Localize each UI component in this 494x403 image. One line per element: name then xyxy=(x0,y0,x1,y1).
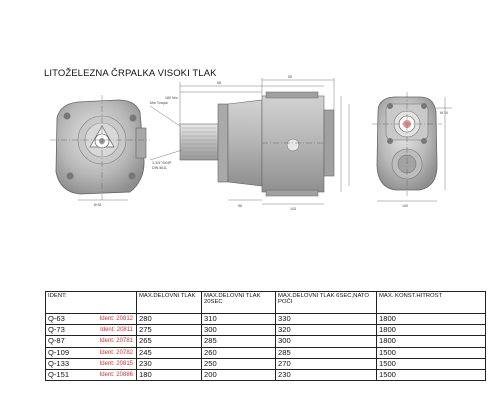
model-name: Q-133 xyxy=(48,358,70,368)
table-header-row xyxy=(46,292,486,314)
table-row xyxy=(46,369,486,380)
pressure-6sec-cell: 320 xyxy=(276,325,377,336)
svg-text:M 10: M 10 xyxy=(440,111,448,115)
pressure-cell: 265 xyxy=(137,336,202,347)
table-row xyxy=(46,347,486,358)
pressure-cell: 275 xyxy=(137,325,202,336)
pressure-20sec-cell: 310 xyxy=(202,314,276,325)
svg-text:DIN 5611: DIN 5611 xyxy=(152,166,167,170)
rear-view xyxy=(372,92,452,208)
pressure-cell: 245 xyxy=(137,347,202,358)
ident-code: Ident: 20812 xyxy=(99,316,133,322)
model-name: Q-109 xyxy=(48,347,70,357)
svg-text:55: 55 xyxy=(288,75,292,79)
svg-text:1-3/4" 6X4P: 1-3/4" 6X4P xyxy=(152,161,172,165)
header-ident: IDENT: xyxy=(46,292,137,314)
table-row xyxy=(46,336,486,347)
pressure-6sec-cell: 285 xyxy=(276,347,377,358)
pressure-20sec-cell: 250 xyxy=(202,358,276,369)
pressure-cell: 280 xyxy=(137,314,202,325)
pressure-6sec-cell: 330 xyxy=(276,314,377,325)
header-max-speed: MAX. KONST.HITROST xyxy=(377,292,486,314)
model-cell xyxy=(46,358,137,369)
speed-cell: 1800 xyxy=(377,325,486,336)
pressure-20sec-cell: 260 xyxy=(202,347,276,358)
model-name: Q-151 xyxy=(48,369,70,379)
pressure-cell: 230 xyxy=(137,358,202,369)
svg-text:98: 98 xyxy=(217,81,221,85)
side-view xyxy=(150,75,349,211)
speed-cell: 1500 xyxy=(377,347,486,358)
ident-code: Ident: 20782 xyxy=(99,349,133,356)
pressure-cell: 180 xyxy=(137,369,202,380)
front-view xyxy=(50,95,150,207)
pressure-6sec-cell: 270 xyxy=(276,358,377,369)
spec-table xyxy=(45,291,486,381)
svg-text:143: 143 xyxy=(290,207,296,211)
model-name: Q-87 xyxy=(48,336,65,346)
table-row xyxy=(46,358,486,369)
speed-cell: 1500 xyxy=(377,369,486,380)
ident-code: Ident: 20811 xyxy=(100,327,133,334)
model-cell xyxy=(46,369,137,380)
pressure-6sec-cell: 300 xyxy=(276,336,377,347)
ident-code: Ident: 20781 xyxy=(99,338,133,345)
speed-cell: 1800 xyxy=(377,314,486,325)
pressure-20sec-cell: 200 xyxy=(202,369,276,380)
model-name: Q-73 xyxy=(48,325,65,335)
header-max-pressure-20sec: MAX.DELOVNI TLAK 20SEC xyxy=(202,292,276,314)
pressure-20sec-cell: 300 xyxy=(202,325,276,336)
page-title: LITOŽELEZNA ČRPALKA VISOKI TLAK xyxy=(44,68,217,79)
pressure-6sec-cell: 230 xyxy=(276,369,377,380)
pressure-20sec-cell: 285 xyxy=(202,336,276,347)
model-cell xyxy=(46,314,137,325)
model-cell xyxy=(46,347,137,358)
speed-cell: 1500 xyxy=(377,358,486,369)
svg-text:Ø 82: Ø 82 xyxy=(94,203,102,207)
ident-code: Ident: 20886 xyxy=(99,371,133,378)
model-name: Q-63 xyxy=(48,314,65,323)
table-row xyxy=(46,325,486,336)
header-max-pressure: MAX.DELOVNI TLAK xyxy=(137,292,202,314)
model-cell xyxy=(46,325,137,336)
svg-text:56: 56 xyxy=(238,204,242,208)
ident-code: Ident: 20815 xyxy=(99,360,133,367)
model-cell xyxy=(46,336,137,347)
svg-text:Mm Torque: Mm Torque xyxy=(150,101,168,105)
speed-cell: 1800 xyxy=(377,336,486,347)
table-row xyxy=(46,314,486,325)
svg-text:180 Nm: 180 Nm xyxy=(165,96,178,100)
header-max-pressure-6sec: MAX.DELOVNI TLAK 6SEC,NATO POČI xyxy=(276,292,377,314)
svg-text:100: 100 xyxy=(402,204,408,208)
